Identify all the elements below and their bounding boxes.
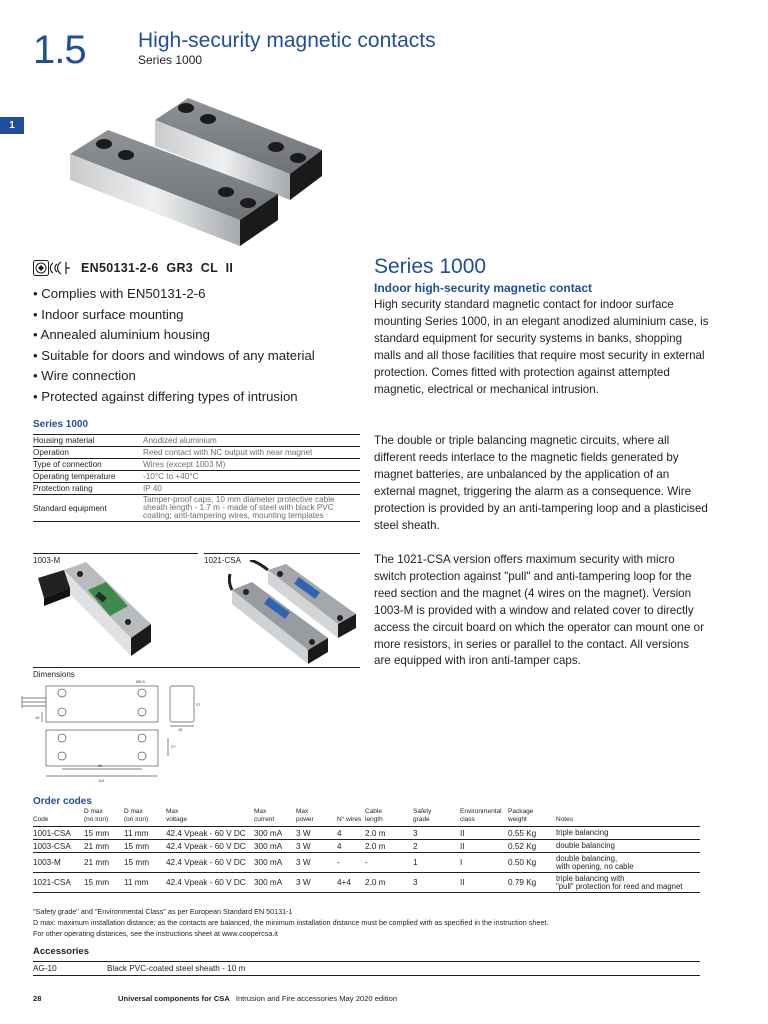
- spec-key: Standard equipment: [33, 495, 143, 522]
- spec-key: Operation: [33, 447, 143, 459]
- order-cell: -: [365, 853, 413, 873]
- order-cell: double balancing: [556, 840, 700, 853]
- page-title: High-security magnetic contacts: [138, 29, 436, 52]
- footnote: D max: maximum installation distance; as the contacts are balanced, the minimum installation distance must be complied with as specified in the instruction sheet.: [33, 918, 549, 927]
- order-code-cell: 1003-M: [33, 853, 84, 873]
- column-header: Environmental class: [460, 808, 508, 827]
- dimensions-label: Dimensions: [33, 670, 75, 679]
- column-header: N° wires: [337, 808, 365, 827]
- description-paragraph: The double or triple balancing magnetic circuits, where all different reeds interlace to the magnetic fields generated by magnet batteries, are unbalanced by the application of an external magnet, triggering the alarm as a consequence. Wire protection is provided by an anti-tampering loop and a plasticised steel sheath.: [374, 434, 708, 532]
- accessories-title: Accessories: [33, 946, 89, 957]
- spec-row: [33, 471, 360, 483]
- spec-row: [33, 483, 360, 495]
- page-footer: [33, 994, 397, 1003]
- order-cell: 15 mm: [84, 873, 124, 893]
- accessory-description: Black PVC-coated steel sheath - 10 m: [107, 962, 700, 976]
- order-code-cell: 1001-CSA: [33, 827, 84, 840]
- footer-edition: Intrusion and Fire accessories May 2020 edition: [235, 994, 398, 1003]
- order-cell: triple balancing with "pull" protection for reed and magnet: [556, 873, 700, 893]
- order-cell: 15 mm: [84, 827, 124, 840]
- order-cell: 3: [413, 873, 460, 893]
- order-cell: 15 mm: [124, 840, 166, 853]
- order-row: [33, 873, 700, 893]
- dimensions-drawing: [18, 676, 208, 786]
- order-row: [33, 853, 700, 873]
- order-cell: 15 mm: [124, 853, 166, 873]
- order-cell: 21 mm: [84, 840, 124, 853]
- column-header: Max power: [296, 808, 337, 827]
- divider: [204, 553, 360, 554]
- order-cell: 3 W: [296, 873, 337, 893]
- spec-row: [33, 435, 360, 447]
- order-cell: 0.79 Kg: [508, 873, 556, 893]
- order-cell: 2.0 m: [365, 840, 413, 853]
- order-cell: 21 mm: [84, 853, 124, 873]
- order-cell: 42.4 Vpeak - 60 V DC: [166, 853, 254, 873]
- order-cell: II: [460, 873, 508, 893]
- spec-key: Operating temperature: [33, 471, 143, 483]
- order-cell: 300 mA: [254, 840, 296, 853]
- order-row: [33, 840, 700, 853]
- photo-label-1021csa: 1021-CSA: [204, 556, 241, 565]
- column-header: Safety grade: [413, 808, 460, 827]
- order-cell: 3 W: [296, 853, 337, 873]
- order-cell: 2.0 m: [365, 827, 413, 840]
- dimension-text: 15: [178, 727, 183, 732]
- spec-key: Protection rating: [33, 483, 143, 495]
- dimension-text: 27: [171, 744, 176, 749]
- spec-value: Wires (except 1003 M): [143, 459, 360, 471]
- spec-value: IP 40: [143, 483, 360, 495]
- feature-item: • Protected against differing types of intrusion: [33, 388, 298, 404]
- order-cell: 42.4 Vpeak - 60 V DC: [166, 840, 254, 853]
- order-row: [33, 827, 700, 840]
- feature-item: • Complies with EN50131-2-6: [33, 286, 206, 301]
- photo-label-1003m: 1003-M: [33, 556, 61, 565]
- dimension-text: 92: [98, 763, 103, 768]
- order-header-row: [33, 808, 700, 827]
- certification-text: EN50131-2-6 GR3 CL II: [81, 261, 234, 275]
- column-header: Cable length: [365, 808, 413, 827]
- accessory-code: AG-10: [33, 962, 107, 976]
- feature-item: • Annealed aluminium housing: [33, 327, 210, 343]
- chapter-tab: 1: [0, 117, 24, 134]
- order-code-cell: 1003-CSA: [33, 840, 84, 853]
- order-cell: 4+4: [337, 873, 365, 893]
- footnote: "Safety grade" and "Environmental Class" as per European Standard EN 50131-1: [33, 907, 293, 916]
- footer-brand: Universal components for CSA: [118, 994, 230, 1003]
- description-paragraph: The 1021-CSA version offers maximum security with micro switch protection against "pull" and anti-tampering loop for the reed section and the magnet (4 wires on the magnet). Version 1003-M is provided with a window and related cover to directly access the circuit board on which the operator can mount one or more resistors, in series or parallel to the contact. All versions are equipped with iron anti-tamper caps.: [374, 553, 704, 668]
- order-cell: 1: [413, 853, 460, 873]
- spec-row: [33, 447, 360, 459]
- order-cell: 3 W: [296, 827, 337, 840]
- order-cell: 0.50 Kg: [508, 853, 556, 873]
- order-cell: double balancing, with opening, no cable: [556, 853, 700, 873]
- feature-list: [33, 284, 363, 408]
- dimension-text: 27: [196, 702, 201, 707]
- order-cell: 42.4 Vpeak - 60 V DC: [166, 873, 254, 893]
- column-header: Code: [33, 808, 84, 827]
- feature-item: • Suitable for doors and windows of any material: [33, 347, 315, 363]
- column-header: Max current: [254, 808, 296, 827]
- order-cell: 4: [337, 827, 365, 840]
- order-cell: 300 mA: [254, 873, 296, 893]
- spec-row: [33, 459, 360, 471]
- spec-key: Housing material: [33, 435, 143, 447]
- spec-row: [33, 495, 360, 522]
- order-cell: 42.4 Vpeak - 60 V DC: [166, 827, 254, 840]
- spec-value: -10°C to +40°C: [143, 471, 360, 483]
- accessories-table: [33, 961, 700, 976]
- spec-value: Anodized aluminium: [143, 435, 360, 447]
- order-cell: II: [460, 840, 508, 853]
- order-cell: 11 mm: [124, 873, 166, 893]
- description-paragraph: High security standard magnetic contact for indoor surface mounting Series 1000, in an elegant anodized aluminium case, is standard equipment for security systems in banks, shopping malls and all those facilities that require most security in external protection. Comes fitted with protection against attempted magnetic, electrical or mechanical intrusion.: [374, 298, 709, 396]
- divider: [33, 667, 360, 668]
- order-codes-title: Order codes: [33, 796, 92, 807]
- dimension-text: 15: [35, 715, 40, 720]
- certification-row: [33, 260, 233, 276]
- order-cell: -: [337, 853, 365, 873]
- order-cell: II: [460, 827, 508, 840]
- page-number: 28: [33, 994, 42, 1003]
- footnote: For other operating distances, see the instructions sheet at www.coopercsa.it: [33, 929, 278, 938]
- feature-item: • Indoor surface mounting: [33, 306, 184, 322]
- order-cell: 2.0 m: [365, 873, 413, 893]
- spec-title: Series 1000: [33, 419, 89, 430]
- spec-key: Type of connection: [33, 459, 143, 471]
- feature-item: • Wire connection: [33, 368, 136, 384]
- order-cell: 300 mA: [254, 853, 296, 873]
- spec-table: [33, 434, 360, 522]
- spec-value: Reed contact with NC output with near magnet: [143, 447, 360, 459]
- photo-1003m: [36, 562, 156, 657]
- order-cell: 300 mA: [254, 827, 296, 840]
- dimension-text: 114: [98, 778, 105, 783]
- order-cell: triple balancing: [556, 827, 700, 840]
- column-header: Max voltage: [166, 808, 254, 827]
- order-cell: 0.52 Kg: [508, 840, 556, 853]
- photo-1021csa: [228, 560, 358, 665]
- order-codes-table: [33, 808, 700, 893]
- certification-mark-icon: [33, 260, 71, 276]
- column-header: Package weight: [508, 808, 556, 827]
- order-cell: 11 mm: [124, 827, 166, 840]
- order-cell: 3 W: [296, 840, 337, 853]
- column-header: Notes: [556, 808, 700, 827]
- order-cell: 4: [337, 840, 365, 853]
- series-subheading: Indoor high-security magnetic contact: [374, 281, 593, 295]
- order-cell: I: [460, 853, 508, 873]
- spec-value: Tamper-proof caps, 10 mm diameter protective cable sheath length - 1.7 m - made of steel with black PVC coating; anti-tampering wires, mounting templates: [143, 495, 360, 522]
- page-subtitle: Series 1000: [138, 53, 203, 67]
- series-heading: Series 1000: [374, 255, 487, 278]
- order-cell: 0.55 Kg: [508, 827, 556, 840]
- dimension-text: Ø5,5: [136, 679, 145, 684]
- section-number: 1.5: [33, 28, 86, 72]
- order-code-cell: 1021-CSA: [33, 873, 84, 893]
- product-photo: [60, 92, 330, 247]
- column-header: D max (no iron): [84, 808, 124, 827]
- order-cell: 3: [413, 827, 460, 840]
- order-cell: 2: [413, 840, 460, 853]
- accessory-row: [33, 962, 700, 976]
- column-header: D max (on iron): [124, 808, 166, 827]
- divider: [33, 553, 198, 554]
